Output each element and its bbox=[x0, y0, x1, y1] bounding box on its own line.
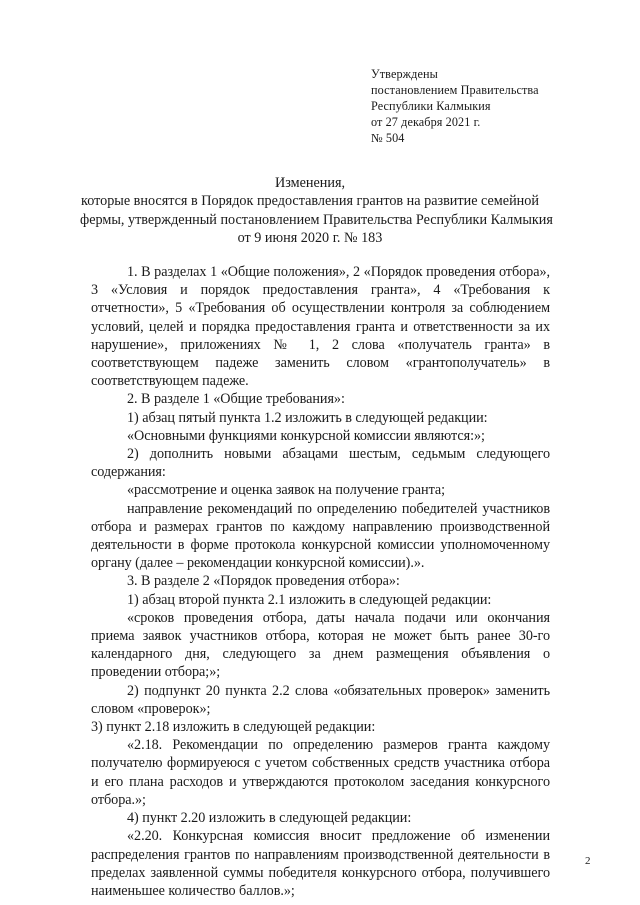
title-line: фермы, утвержденный постановлением Правительства Республики Калмыкия bbox=[80, 211, 553, 228]
approval-stamp bbox=[371, 66, 539, 146]
approval-line: от 27 декабря 2021 г. bbox=[371, 115, 481, 129]
approval-line: Республики Калмыкия bbox=[371, 99, 491, 113]
approval-line: № 504 bbox=[371, 131, 405, 145]
paragraph-section-3: 3. В разделе 2 «Порядок проведения отбора»: bbox=[127, 573, 400, 590]
paragraph-quote: «Основными функциями конкурсной комиссии являются:»; bbox=[127, 427, 485, 444]
approval-line: постановлением Правительства bbox=[371, 83, 539, 97]
title-line: которые вносятся в Порядок предоставления грантов на развитие семейной bbox=[81, 193, 539, 210]
paragraph-subitem: 2) подпункт 20 пункта 2.2 слова «обязательных проверок» заменить словом «проверок»; bbox=[91, 682, 550, 717]
paragraph-quote: «рассмотрение и оценка заявок на получение гранта; bbox=[127, 482, 446, 499]
paragraph-subitem: 1) абзац пятый пункта 1.2 изложить в следующей редакции: bbox=[127, 409, 488, 426]
paragraph-section-2: 2. В разделе 1 «Общие требования»: bbox=[127, 391, 345, 408]
paragraph-quote: «сроков проведения отбора, даты начала подачи или окончания приема заявок участников отбора, которая не может быть ранее 30-го календарного дня, следующего за днем размещения объявления о проведении отбора;»; bbox=[91, 609, 550, 681]
paragraph-quote: направление рекомендаций по определению победителей участников отбора и размерах грантов по каждому направлению производственной деятельности в форме протокола конкурсной комиссии уполномоченному органу (далее – рекомендации конкурсной комиссии).». bbox=[91, 500, 550, 572]
document-body bbox=[91, 263, 550, 900]
title-line: от 9 июня 2020 г. № 183 bbox=[237, 230, 383, 247]
approval-line: Утверждены bbox=[371, 67, 438, 81]
title-line: Изменения, bbox=[274, 175, 346, 191]
paragraph-quote: «2.18. Рекомендации по определению размеров гранта каждому получателю формируеюся с учетом собственных средств участника отбора и его плана расходов и утверждаются протоколом заседания конкурсного отбора.»; bbox=[91, 737, 550, 808]
paragraph-item-1: 1. В разделах 1 «Общие положения», 2 «Порядок проведения отбора», 3 «Условия и порядок предоставления гранта», 4 «Требования к отчетности», 5 «Требования об осуществлении контроля за соблюдением условий, целей и порядка предоставления гранта и ответственности за их нарушение», приложениях № 1, 2 слова «получатель гранта» в соответствующем падеже заменить словом «грантополучатель» в соответствующем падеже. bbox=[91, 264, 550, 390]
paragraph-subitem: 2) дополнить новыми абзацами шестым, седьмым следующего содержания: bbox=[91, 446, 550, 481]
document-title bbox=[80, 174, 553, 248]
paragraph-subitem: 3) пункт 2.18 изложить в следующей редакции: bbox=[91, 719, 376, 736]
page-number: 2 bbox=[585, 855, 591, 867]
paragraph-subitem: 1) абзац второй пункта 2.1 изложить в следующей редакции: bbox=[127, 591, 492, 608]
paragraph-quote: «2.20. Конкурсная комиссия вносит предложение об изменении распределения грантов по направлениям производственной деятельности в пределах заявленной суммы победителя конкурсного отбора, получившего наименьшее количество баллов.»; bbox=[91, 828, 550, 899]
paragraph-subitem: 4) пункт 2.20 изложить в следующей редакции: bbox=[127, 810, 412, 827]
